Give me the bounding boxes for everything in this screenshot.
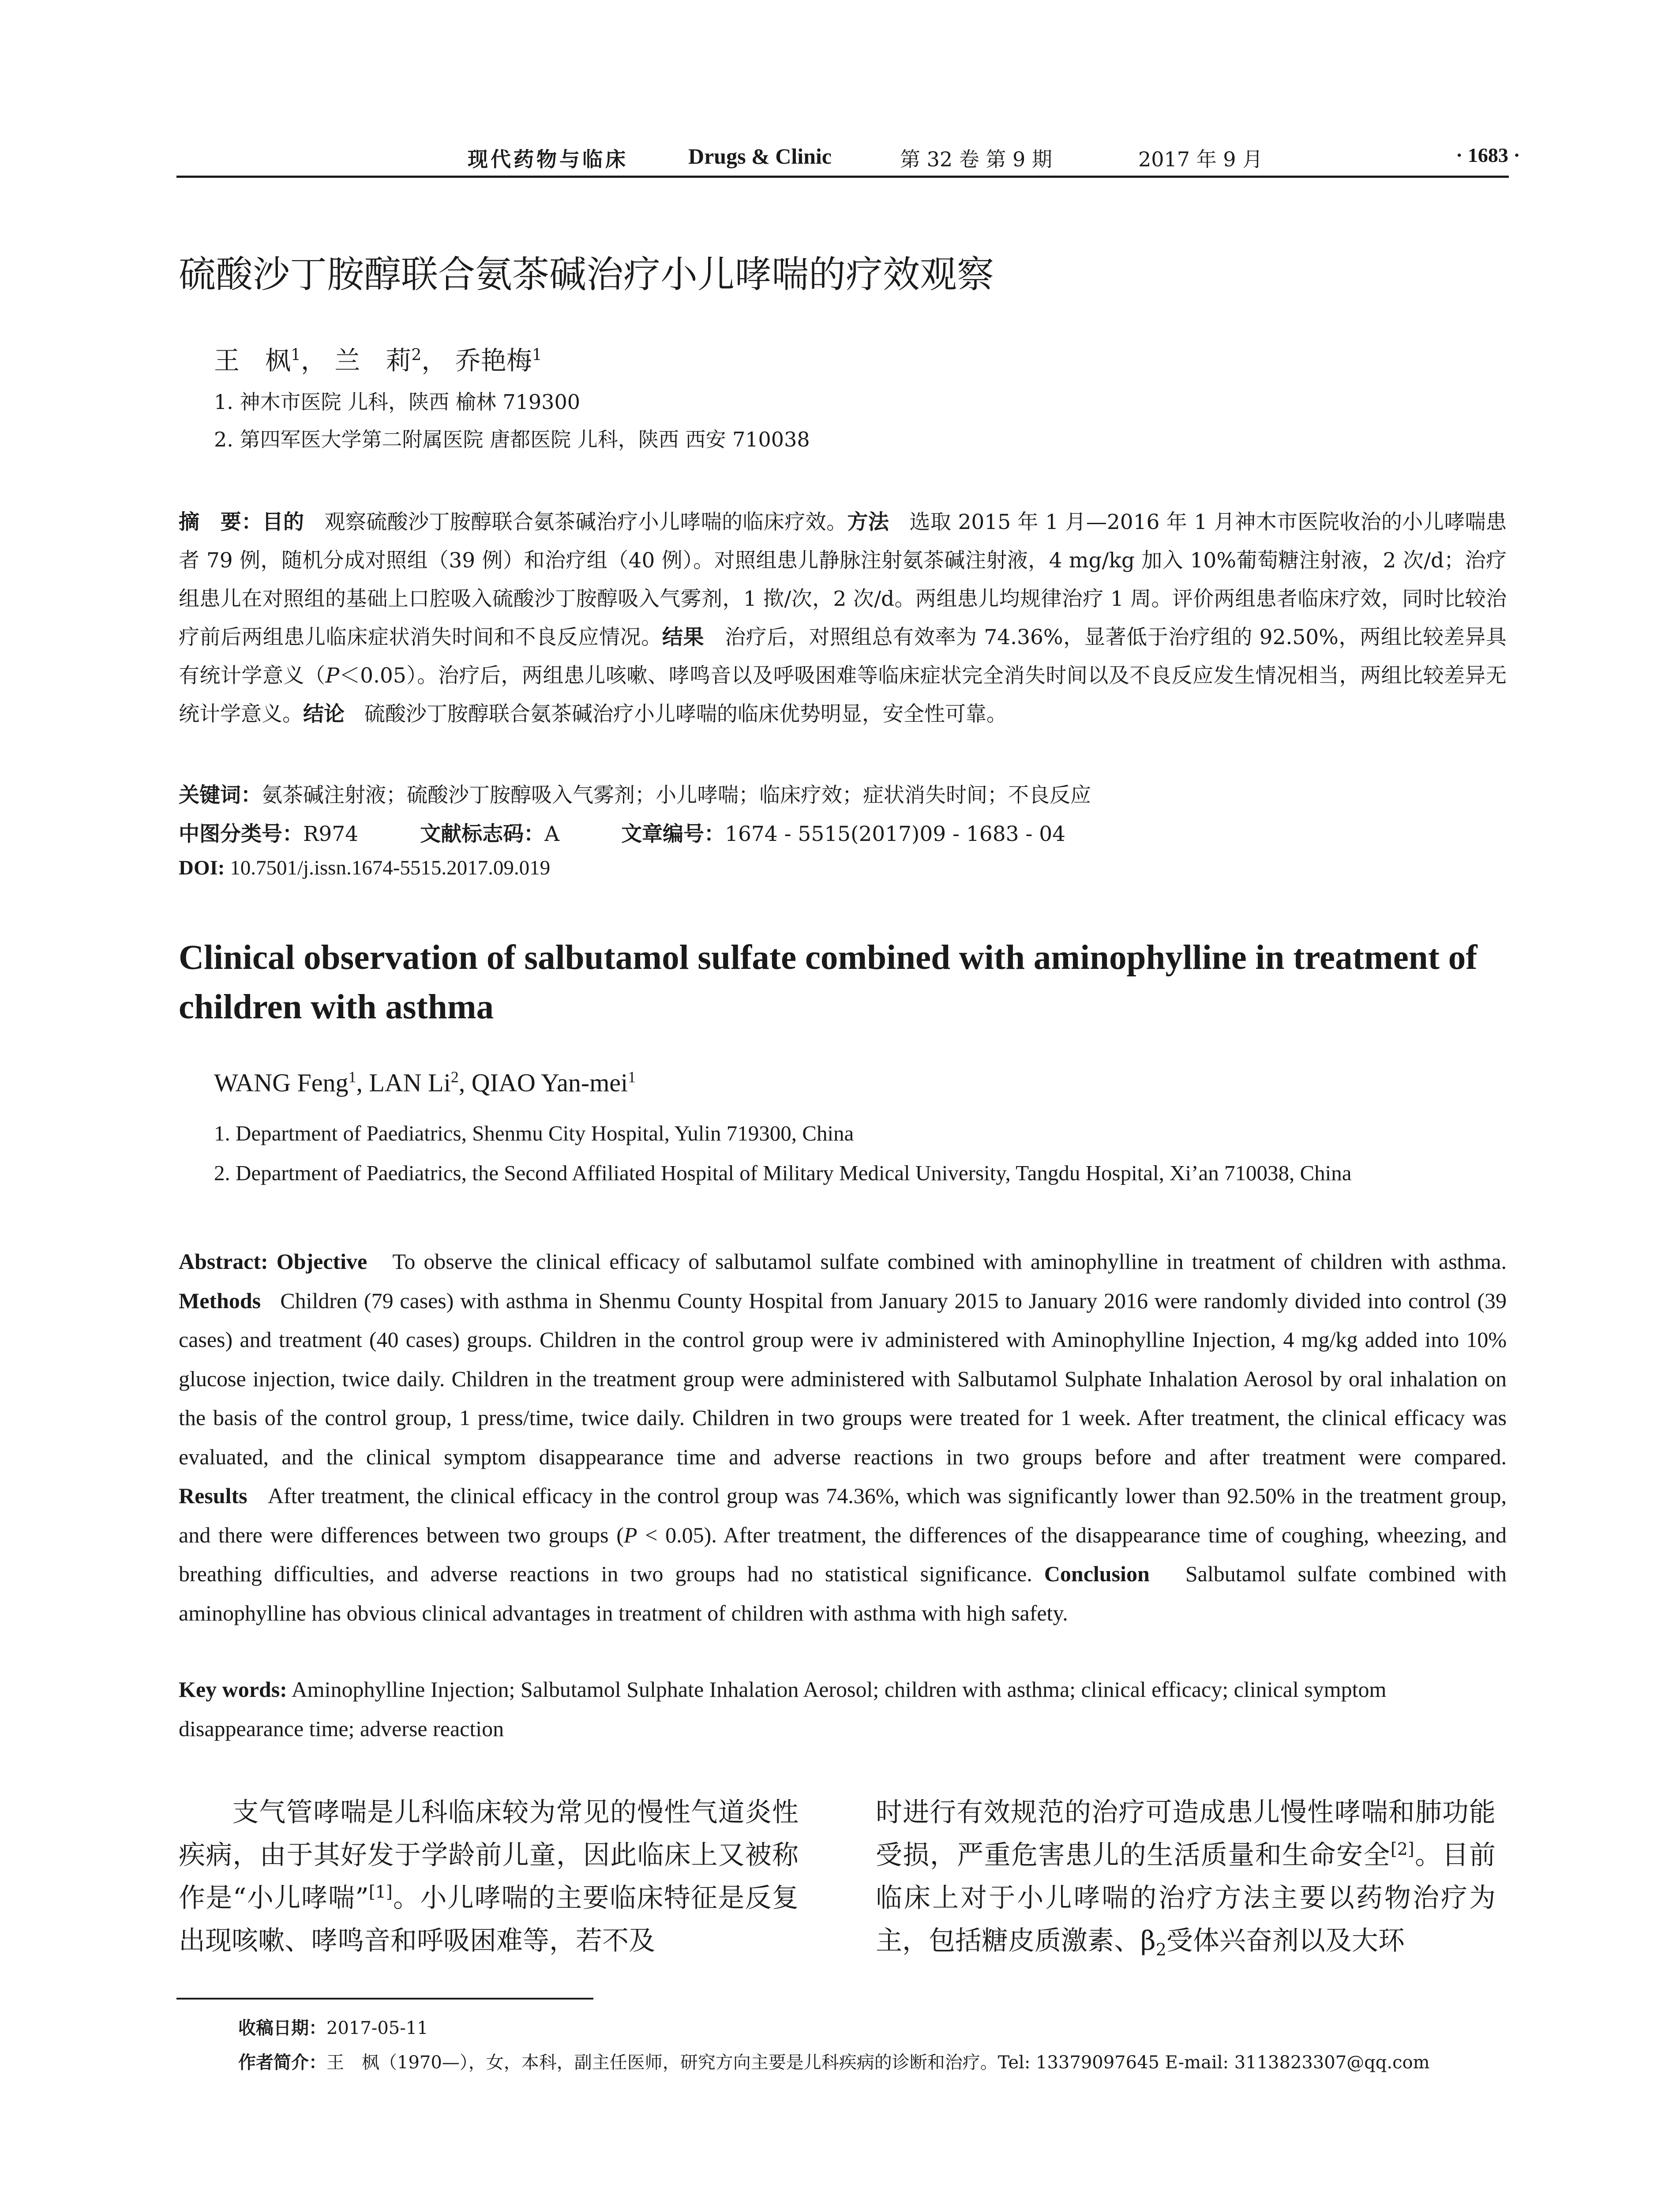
header-page-number: · 1683 · [1456,144,1520,166]
cn-results-label: 结果 [662,625,705,649]
doi-value: 10.7501/j.issn.1674-5515.2017.09.019 [230,856,551,879]
en-abstract-label: Abstract: [179,1249,268,1274]
header-rule [176,176,1509,178]
clc-label: 中图分类号： [179,822,303,846]
en-conclusion: Salbutamol sulfate combined with aminophylline has obvious clinical advantages in treatment of children with asthma with high safety. [179,1561,1507,1625]
header-date: 2017 年 9 月 [1138,147,1263,171]
cn-author-name: 乔艳梅 [455,345,532,375]
doi [179,856,550,880]
cn-conclusion: 硫酸沙丁胺醇联合氨茶碱治疗小儿哮喘的临床优势明显，安全性可靠。 [364,702,1007,726]
en-affiliation: 2. Department of Paediatrics, the Second Affiliated Hospital of Military Medical University, Tangdu Hospital, Xi’an 710038, China [214,1161,1352,1185]
author-bio: 王 枫（1970—），女，本科，副主任医师，研究方向主要是儿科疾病的诊断和治疗。Tel: 13379097645 E-mail: 3113823307@qq.com [326,2052,1430,2073]
footnote-received [238,2014,428,2039]
en-authors: WANG Feng$^1$, LAN Li$^2$, QIAO Yan-mei$^1$ [214,1068,636,1097]
articleno-label: 文章编号： [621,822,725,846]
en-results-b: < 0.05). After treatment, the differences of the disappearance time of coughing, wheezing, and breathing difficulties, and adverse reactions in two groups had no statistical significance. [179,1522,1507,1586]
en-objective: To observe the clinical efficacy of salbutamol sulfate combined with aminophylline in treatment of children with asthma. [392,1249,1507,1274]
citation-ref: [1] [368,1882,393,1902]
articleno-value: 1674 - 5515(2017)09 - 1683 - 04 [725,822,1066,846]
cn-keywords-label: 关键词： [179,783,262,807]
en-conclusion-label: Conclusion [1044,1561,1150,1586]
cn-affiliation: 1. 神木市医院 儿科，陕西 榆林 719300 [214,390,580,414]
body-column-right [876,1791,1496,1962]
cn-abstract-label: 摘 要： [179,510,262,534]
cn-objective-label: 目的 [262,510,304,534]
received-date: 2017-05-11 [326,2018,428,2038]
cn-objective: 观察硫酸沙丁胺醇联合氨茶碱治疗小儿哮喘的临床疗效。 [324,510,848,534]
en-keywords-label: Key words: [179,1677,287,1702]
cn-author-sup: 1 [291,346,301,364]
en-methods: Children (79 cases) with asthma in Shenmu County Hospital from January 2015 to January 2016 were randomly divided into control (39 cases) and treatment (40 cases) groups. Children in the control group were iv administered with Aminophylline Injection, 4 mg/kg added into 10% glucose injection, twice daily. Children in the treatment group were administered with Salbutamol Sulphate Inhalation Aerosol by oral inhalation on the basis of the control group, 1 press/time, twice daily. Children in two groups were treated for 1 week. After treatment, the clinical efficacy was evaluated, and the clinical symptom disappearance time and adverse reactions in two groups before and after treatment were compared. [179,1288,1507,1469]
en-objective-label: Objective [276,1249,368,1274]
en-author-name: LAN Li [369,1068,451,1097]
cn-author-sup: 2 [411,346,422,364]
cn-abstract [179,503,1507,733]
cn-results-p: P [325,664,340,688]
body-text: 受体兴奋剂以及大环 [1166,1925,1405,1956]
en-author-sup: 2 [450,1068,459,1086]
en-title: Clinical observation of salbutamol sulfate combined with aminophylline in treatment of children with asthma [179,938,1478,1026]
cn-keywords [179,779,1507,808]
en-results-p: P [623,1522,638,1547]
subscript: 2 [1155,1940,1166,1959]
footnote-author [238,2048,1430,2074]
header-journal-en: Drugs & Clinic [688,144,832,169]
cn-title: 硫酸沙丁胺醇联合氨茶碱治疗小儿哮喘的疗效观察 [179,253,994,296]
doi-label: DOI: [179,856,225,879]
header-volume: 第 32 卷 第 9 期 [900,147,1052,171]
en-keywords-text: Aminophylline Injection; Salbutamol Sulphate Inhalation Aerosol; children with asthma; clinical efficacy; clinical symptom disappearance time; adverse reaction [179,1677,1387,1741]
body-text: 。小儿哮喘的主要临床特征是反复出现咳嗽、哮鸣音和呼吸困难等，若不及 [179,1883,799,1956]
cn-methods: 选取 2015 年 1 月—2016 年 1 月神木市医院收治的小儿哮喘患者 79 例，随机分成对照组（39 例）和治疗组（40 例）。对照组患儿静脉注射氨茶碱注射液，4 mg/kg 加入 10%葡萄糖注射液，2 次/d；治疗组患儿在对照组的基础上口腔吸入硫酸沙丁胺醇吸入气雾剂，1 揿/次，2 次/d。两组患儿均规律治疗 1 周。评价两组患者临床疗效，同时比较治疗前后两组患儿临床症状消失时间和不良反应情况。 [179,510,1507,649]
cn-conclusion-label: 结论 [303,702,345,726]
footnote-rule [176,1998,593,2000]
cn-author-name: 王 枫 [214,345,291,375]
cn-author-sup: 1 [532,346,542,364]
author-bio-label: 作者简介： [238,2052,326,2073]
en-author-sup: 1 [348,1068,356,1086]
en-affiliation: 1. Department of Paediatrics, Shenmu City Hospital, Yulin 719300, China [214,1121,854,1145]
cn-author-name: 兰 莉 [334,345,412,375]
en-keywords [179,1670,1507,1748]
cn-classification [179,818,1065,847]
body-text: 支气管哮喘是儿科临床较为常见的慢性气道炎性疾病，由于其好发于学龄前儿童，因此临床上又被称作是“小儿哮喘” [179,1797,799,1913]
citation-ref: [2] [1390,1839,1414,1859]
doccode-label: 文献标志码： [420,822,545,846]
cn-affiliation: 2. 第四军医大学第二附属医院 唐都医院 儿科，陕西 西安 710038 [214,428,810,451]
doccode-value: A [544,822,560,846]
cn-keywords-text: 氨茶碱注射液；硫酸沙丁胺醇吸入气雾剂；小儿哮喘；临床疗效；症状消失时间；不良反应 [262,783,1091,807]
body-text: 时进行有效规范的治疗可造成患儿慢性哮喘和肺功能受损，严重危害患儿的生活质量和生命安全 [876,1797,1496,1871]
received-label: 收稿日期： [238,2018,326,2038]
clc-value: R974 [303,822,359,846]
cn-authors: 王 枫$^1$， 兰 莉$^2$， 乔艳梅$^1$ [214,345,542,375]
en-abstract [179,1242,1507,1632]
en-author-sup: 1 [628,1068,636,1086]
body-text: 。目前临床上对于小儿哮喘的治疗方法主要以药物治疗为主，包括糖皮质激素、β [876,1840,1496,1956]
cn-results-a: 治疗后，对照组总有效率为 74.36%，显著低于治疗组的 92.50%，两组比较差异具有统计学意义（ [179,625,1507,688]
en-results-label: Results [179,1483,248,1508]
en-results-a: After treatment, the clinical efficacy in the control group was 74.36%, which was significantly lower than 92.50% in the treatment group, and there were differences between two groups ( [179,1483,1507,1547]
en-methods-label: Methods [179,1288,261,1313]
en-author-name: QIAO Yan-mei [471,1068,628,1097]
body-column-left [179,1791,799,1962]
cn-methods-label: 方法 [847,510,889,534]
cn-results-b: ＜0.05）。治疗后，两组患儿咳嗽、哮鸣音以及呼吸困难等临床症状完全消失时间以及不良反应发生情况相当，两组比较差异无统计学意义。 [179,664,1507,726]
en-author-name: WANG Feng [214,1068,349,1097]
header-journal-cn: 现代药物与临床 [468,147,628,171]
